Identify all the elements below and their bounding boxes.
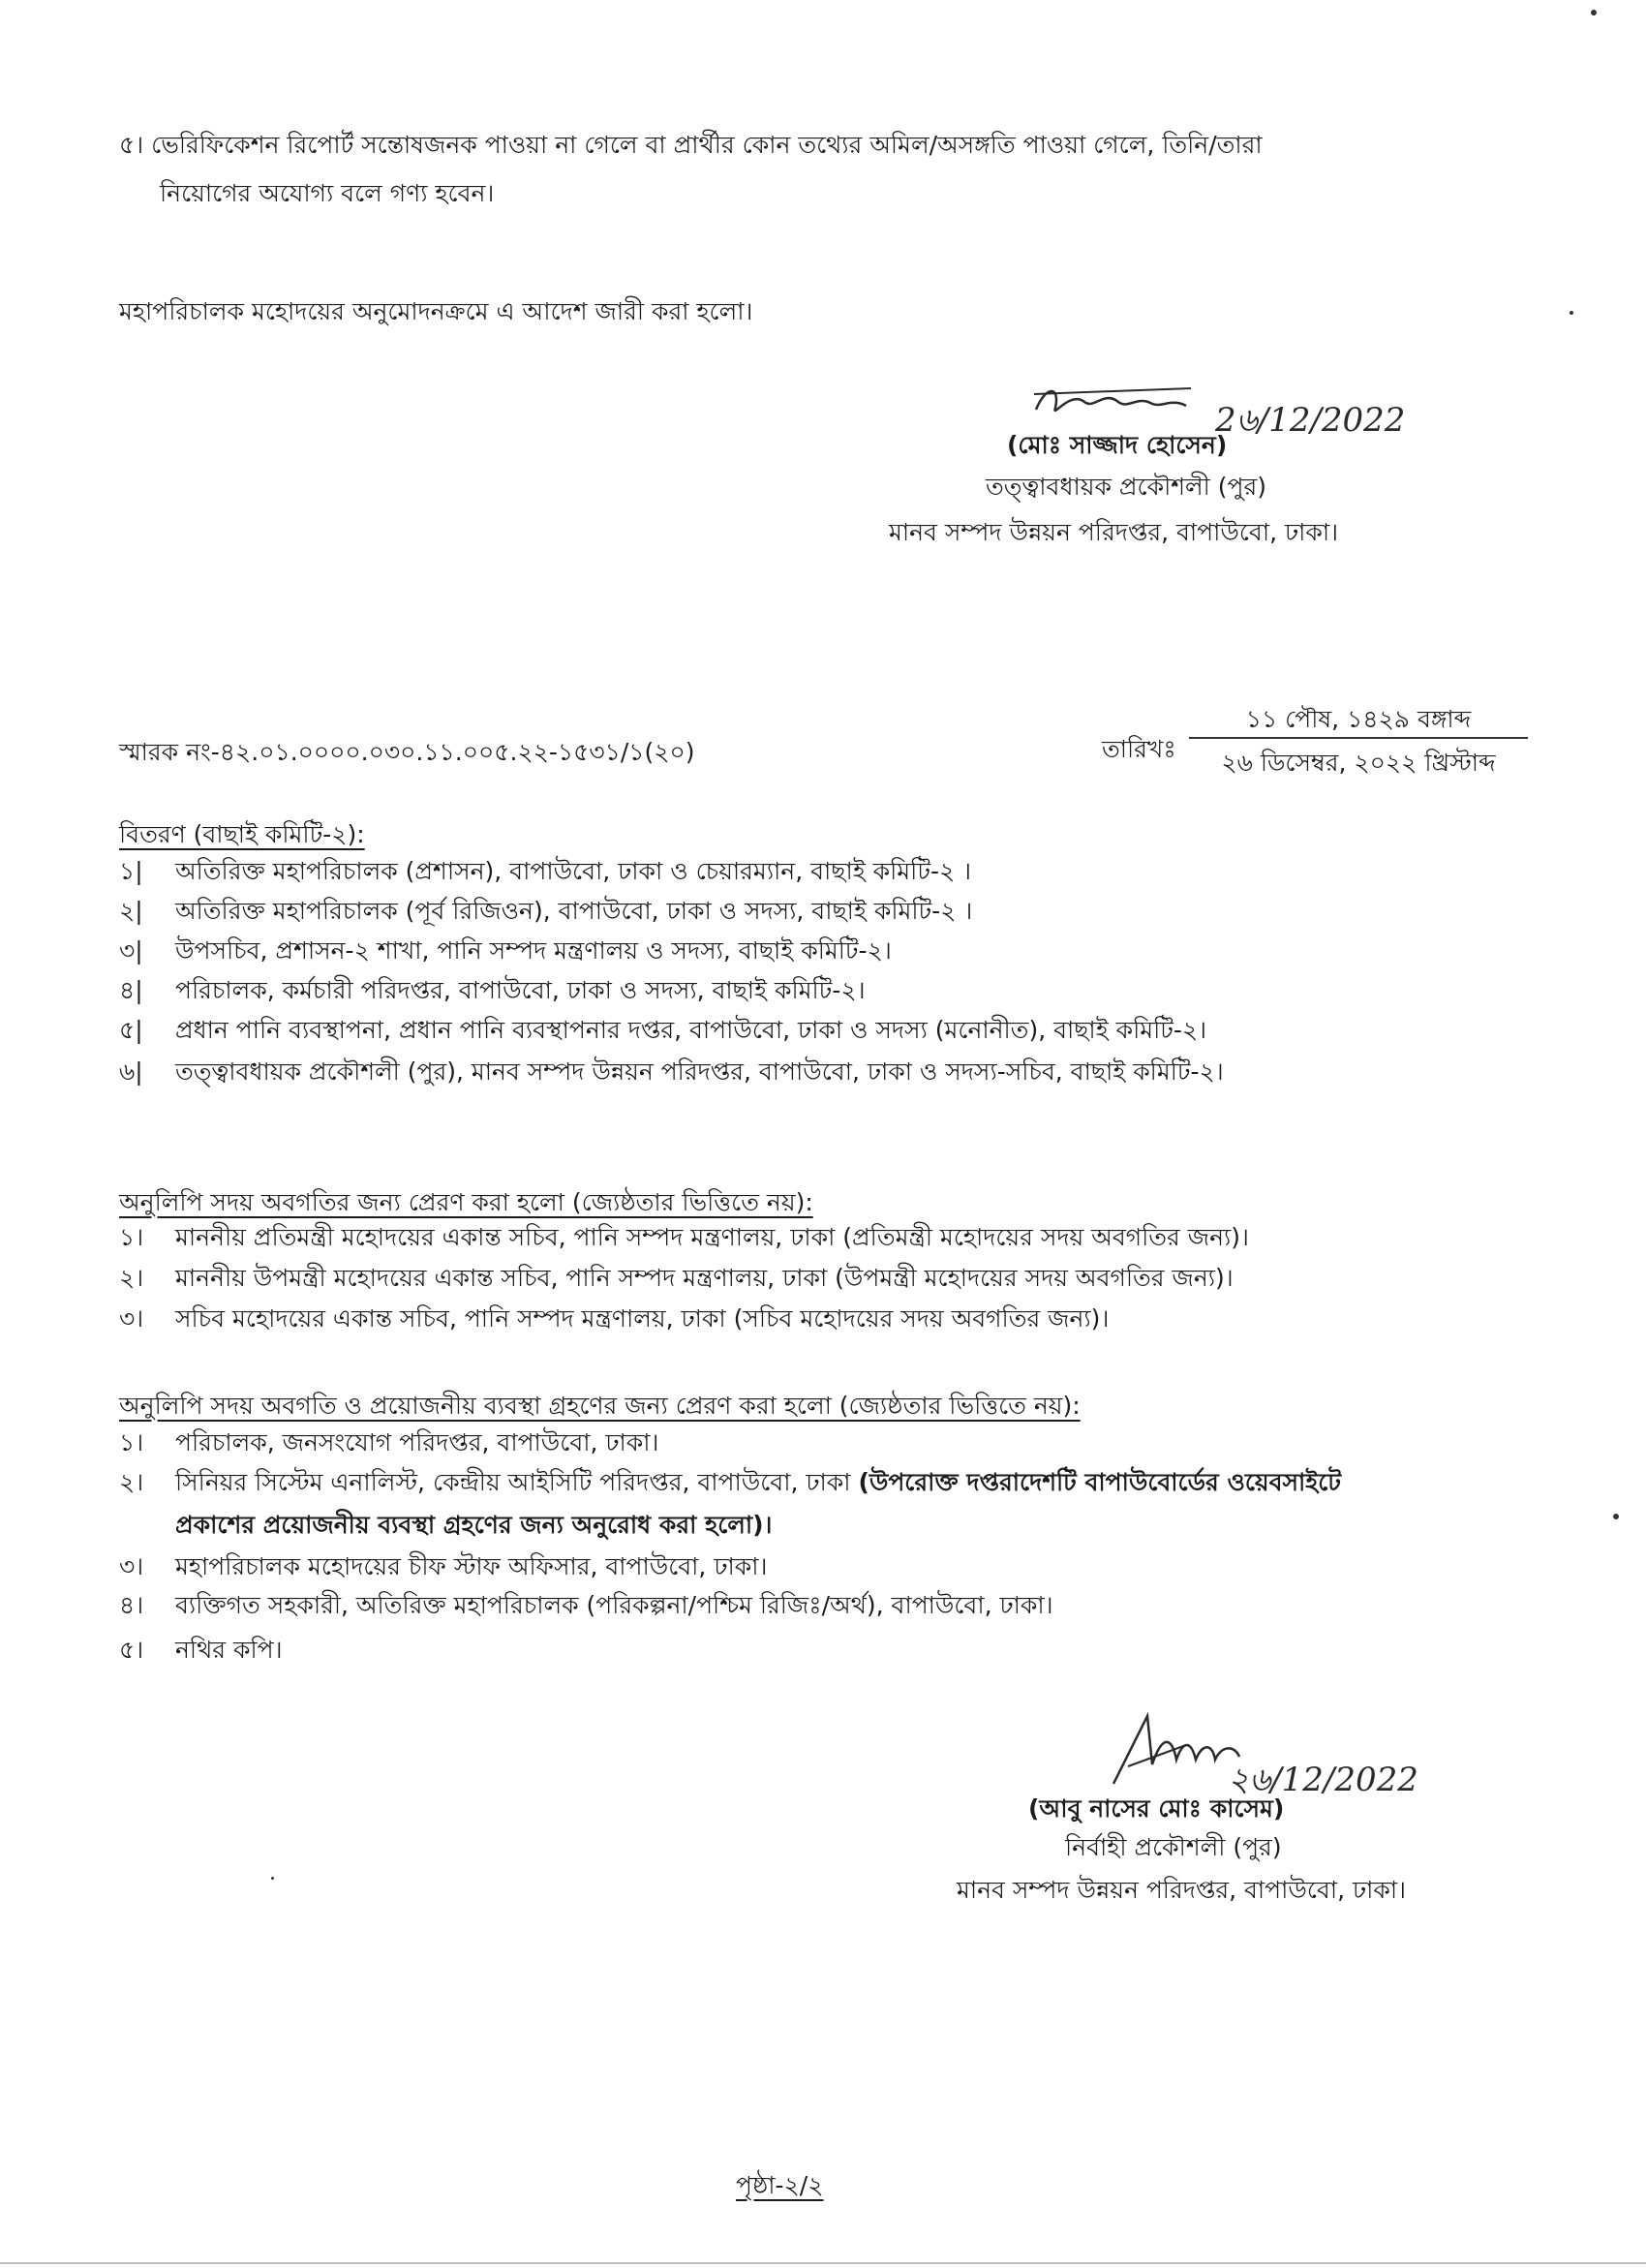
signatory-2-name: (আবু নাসের মোঃ কাসেম) (1028, 1794, 1285, 1823)
item-text: অতিরিক্ত মহাপরিচালক (পূর্ব রিজিওন), বাপাউবো, ঢাকা ও সদস্য, বাছাই কমিটি-২ । (175, 897, 973, 925)
copy-info-heading: অনুলিপি সদয় অবগতির জন্য প্রেরণ করা হলো (জ্যেষ্ঠতার ভিত্তিতে নয়): (119, 1188, 813, 1216)
signature-1-date: 2৬/12/2022 (1215, 401, 1406, 440)
signatory-1-designation: তত্ত্বাবধায়ক প্রকৌশলী (পুর) (986, 473, 1266, 501)
item-number: ৩| (119, 936, 143, 965)
item-text: মহাপরিচালক মহোদয়ের চীফ স্টাফ অফিসার, বাপাউবো, ঢাকা। (175, 1552, 768, 1580)
item-text: নথির কপি। (175, 1636, 283, 1664)
item-number: ৫। (119, 1636, 144, 1664)
item-number: ৪| (119, 976, 143, 1004)
item-request-note: (উপরোক্ত দপ্তরাদেশটি বাপাউবোর্ডের ওয়েবসাইটে (858, 1468, 1341, 1496)
copy-action-heading: অনুলিপি সদয় অবগতি ও প্রয়োজনীয় ব্যবস্থা গ্রহণের জন্য প্রেরণ করা হলো (জ্যেষ্ঠতার ভিত্তিতে নয়): (119, 1392, 1081, 1420)
memo-reference-number: স্মারক নং-৪২.০১.০০০০.০৩০.১১.০০৫.২২-১৫৩১/১(২০) (119, 738, 695, 766)
signature-2-date: ২৬/12/2022 (1228, 1761, 1418, 1799)
date-english: ২৬ ডিসেম্বর, ২০২২ খ্রিস্টাব্দ (1221, 749, 1496, 777)
item-text: মাননীয় উপমন্ত্রী মহোদয়ের একান্ত সচিব, পানি সম্পদ মন্ত্রণালয়, ঢাকা (উপমন্ত্রী মহোদয়ের সদয় অবগতির জন্য)। (175, 1264, 1234, 1292)
paragraph-5-line2: নিয়োগের অযোগ্য বলে গণ্য হবেন। (160, 179, 495, 207)
scan-edge-line (0, 2262, 1646, 2264)
item-number: ৩। (119, 1552, 144, 1580)
item-request-note-continued: প্রকাশের প্রয়োজনীয় ব্যবস্থা গ্রহণের জন্য অনুরোধ করা হলো)। (175, 1511, 773, 1539)
item-text: সচিব মহোদয়ের একান্ত সচিব, পানি সম্পদ মন্ত্রণালয়, ঢাকা (সচিব মহোদয়ের সদয় অবগতির জন্য)। (175, 1304, 1110, 1333)
page-number: পৃষ্ঠা-২/২ (736, 2171, 824, 2199)
item-text: সিনিয়র সিস্টেম এনালিস্ট, কেন্দ্রীয় আইসিটি পরিদপ্তর, বাপাউবো, ঢাকা (175, 1468, 851, 1496)
scan-speck (271, 1877, 274, 1880)
item-text: ব্যক্তিগত সহকারী, অতিরিক্ত মহাপরিচালক (পরিকল্পনা/পশ্চিম রিজিঃ/অর্থ), বাপাউবো, ঢাকা। (175, 1591, 1053, 1619)
item-text: পরিচালক, কর্মচারী পরিদপ্তর, বাপাউবো, ঢাকা ও সদস্য, বাছাই কমিটি-২। (175, 976, 866, 1004)
distribution-heading: বিতরণ (বাছাই কমিটি-২): (119, 820, 365, 848)
item-number: ১। (119, 1428, 144, 1456)
signatory-2-designation: নির্বাহী প্রকৌশলী (পুর) (1065, 1833, 1282, 1861)
item-number: ৪। (119, 1591, 144, 1619)
item-text: প্রধান পানি ব্যবস্থাপনা, প্রধান পানি ব্যবস্থাপনার দপ্তর, বাপাউবো, ঢাকা ও সদস্য (মনোনীত), বাছাই কমিটি-২। (175, 1016, 1207, 1044)
item-text: তত্ত্বাবধায়ক প্রকৌশলী (পুর), মানব সম্পদ উন্নয়ন পরিদপ্তর, বাপাউবো, ঢাকা ও সদস্য-সচিব, বাছাই কমিটি-২। (175, 1057, 1224, 1086)
item-number: ২। (119, 1264, 144, 1292)
paragraph-5-line1: ৫। ভেরিফিকেশন রিপোর্ট সন্তোষজনক পাওয়া না গেলে বা প্রার্থীর কোন তথ্যের অমিল/অসঙ্গতি পাওয়া গেলে, তিনি/তারা (119, 131, 1263, 159)
item-number: ৬| (119, 1057, 143, 1086)
item-text: মাননীয় প্রতিমন্ত্রী মহোদয়ের একান্ত সচিব, পানি সম্পদ মন্ত্রণালয়, ঢাকা (প্রতিমন্ত্রী মহোদয়ের সদয় অবগতির জন্য)। (175, 1223, 1249, 1251)
item-number: ৩। (119, 1304, 144, 1333)
item-text: উপসচিব, প্রশাসন-২ শাখা, পানি সম্পদ মন্ত্রণালয় ও সদস্য, বাছাই কমিটি-২। (175, 936, 892, 965)
signatory-1-name: (মোঃ সাজ্জাদ হোসেন) (1007, 431, 1228, 459)
item-text: অতিরিক্ত মহাপরিচালক (প্রশাসন), বাপাউবো, ঢাকা ও চেয়ারম্যান, বাছাই কমিটি-২ । (175, 857, 972, 885)
item-number: ২| (119, 897, 143, 925)
scan-speck (1613, 1514, 1619, 1519)
handwritten-signature-1 (1026, 381, 1220, 433)
item-number: ২। (119, 1468, 144, 1496)
signatory-2-office: মানব সম্পদ উন্নয়ন পরিদপ্তর, বাপাউবো, ঢাকা। (957, 1876, 1407, 1904)
item-number: ১| (119, 857, 143, 885)
approval-statement: মহাপরিচালক মহোদয়ের অনুমোদনক্রমে এ আদেশ জারী করা হলো। (119, 297, 753, 325)
date-bangla: ১১ পৌষ, ১৪২৯ বঙ্গাব্দ (1189, 702, 1528, 739)
item-text: পরিচালক, জনসংযোগ পরিদপ্তর, বাপাউবো, ঢাকা। (175, 1428, 659, 1456)
item-number: ১। (119, 1223, 144, 1251)
date-label: তারিখঃ (1102, 735, 1176, 763)
scan-speck (1591, 10, 1597, 15)
item-number: ৫| (119, 1016, 143, 1044)
scan-speck (1570, 311, 1573, 315)
signatory-1-office: মানব সম্পদ উন্নয়ন পরিদপ্তর, বাপাউবো, ঢাকা। (889, 518, 1339, 546)
